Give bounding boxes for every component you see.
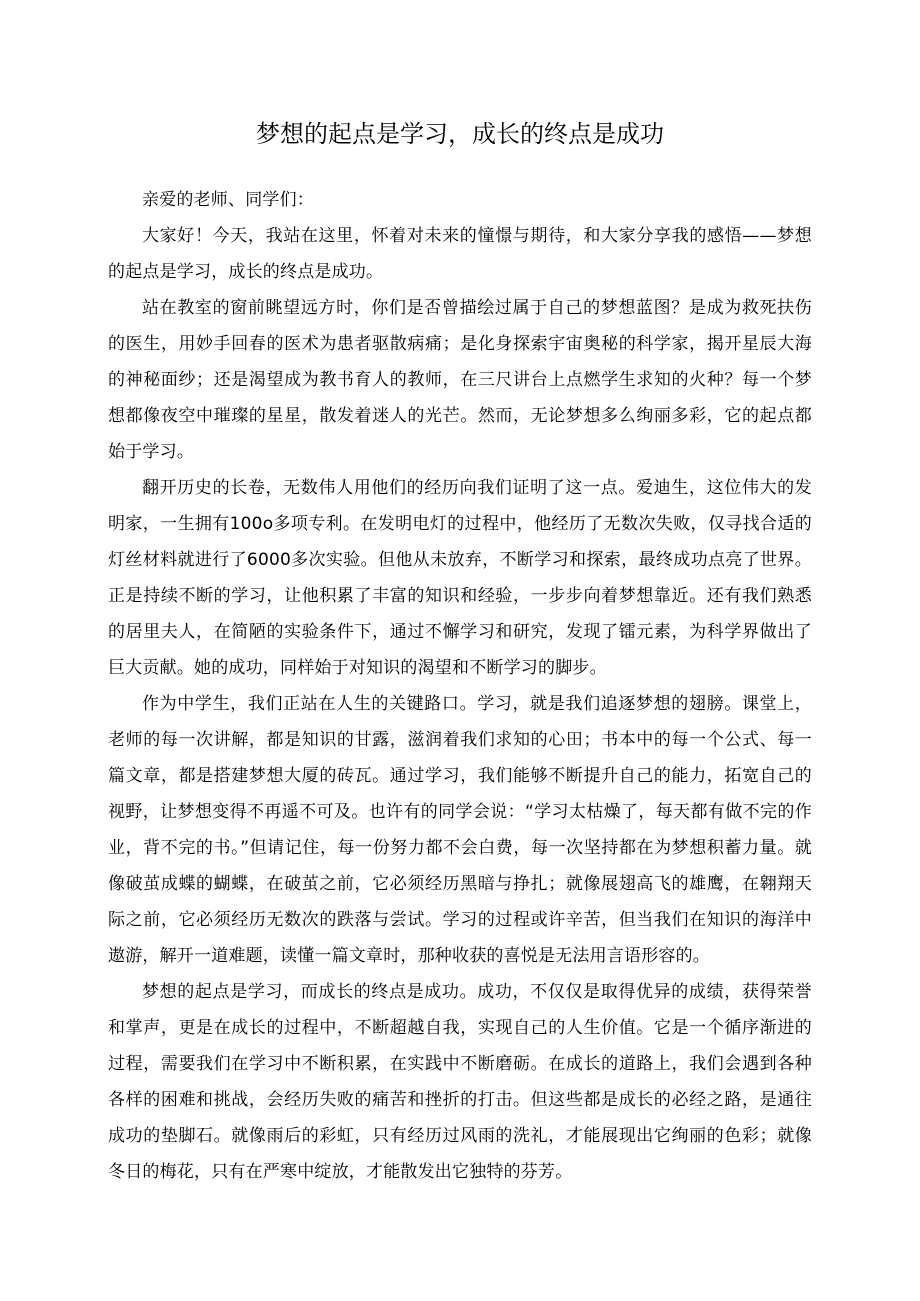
paragraph-salutation: 亲爱的老师、同学们： [142,190,314,210]
document-title: 梦想的起点是学习，成长的终点是成功 [256,120,664,148]
paragraph-greeting: 大家好！今天，我站在这里，怀着对未来的憧憬与期待，和大家分享我的感悟——梦想的起点是学习，成长的终点是成功。 [108,226,812,282]
document-page [108,108,812,1190]
paragraph-history: 翻开历史的长卷，无数伟人用他们的经历向我们证明了这一点。爱迪生，这位伟大的发明家，一生拥有100o多项专利。在发明电灯的过程中，他经历了无数次失败，仅寻找合适的灯丝材料就进行了6000多次实验。但他从未放弃，不断学习和探索，最终成功点亮了世界。正是持续不断的学习，让他积累了丰富的知识和经验，一步步向着梦想靠近。还有我们熟悉的居里夫人，在简陋的实验条件下，通过不懈学习和研究，发现了镭元素，为科学界做出了巨大贡献。她的成功，同样始于对知识的渴望和不断学习的脚步。 [108,478,812,678]
paragraph-success: 梦想的起点是学习，而成长的终点是成功。成功，不仅仅是取得优异的成绩，获得荣誉和掌声，更是在成长的过程中，不断超越自我，实现自己的人生价值。它是一个循序渐进的过程，需要我们在学习中不断积累，在实践中不断磨砺。在成长的道路上，我们会遇到各种各样的困难和挑战，会经历失败的痛苦和挫折的打击。但这些都是成长的必经之路，是通往成功的垫脚石。就像雨后的彩虹，只有经历过风雨的洗礼，才能展现出它绚丽的色彩；就像冬日的梅花，只有在严寒中绽放，才能散发出它独特的芬芳。 [108,982,812,1182]
paragraph-dreams: 站在教室的窗前眺望远方时，你们是否曾描绘过属于自己的梦想蓝图？是成为救死扶伤的医生，用妙手回春的医术为患者驱散病痛；是化身探索宇宙奥秘的科学家，揭开星辰大海的神秘面纱；还是渴望成为教书育人的教师，在三尺讲台上点燃学生求知的火种？每一个梦想都像夜空中璀璨的星星，散发着迷人的光芒。然而，无论梦想多么绚丽多彩，它的起点都始于学习。 [108,298,812,462]
paragraph-students: 作为中学生，我们正站在人生的关键路口。学习，就是我们追逐梦想的翅膀。课堂上，老师的每一次讲解，都是知识的甘露，滋润着我们求知的心田；书本中的每一个公式、每一篇文章，都是搭建梦想大厦的砖瓦。通过学习，我们能够不断提升自己的能力，拓宽自己的视野，让梦想变得不再遥不可及。也许有的同学会说：“学习太枯燥了，每天都有做不完的作业，背不完的书。”但请记住，每一份努力都不会白费，每一次坚持都在为梦想积蓄力量。就像破茧成蝶的蝴蝶，在破茧之前，它必须经历黑暗与挣扎；就像展翅高飞的雄鹰，在翱翔天际之前，它必须经历无数次的跌落与尝试。学习的过程或许辛苦，但当我们在知识的海洋中遨游，解开一道难题，读懂一篇文章时，那种收获的喜悦是无法用言语形容的。 [108,694,812,966]
